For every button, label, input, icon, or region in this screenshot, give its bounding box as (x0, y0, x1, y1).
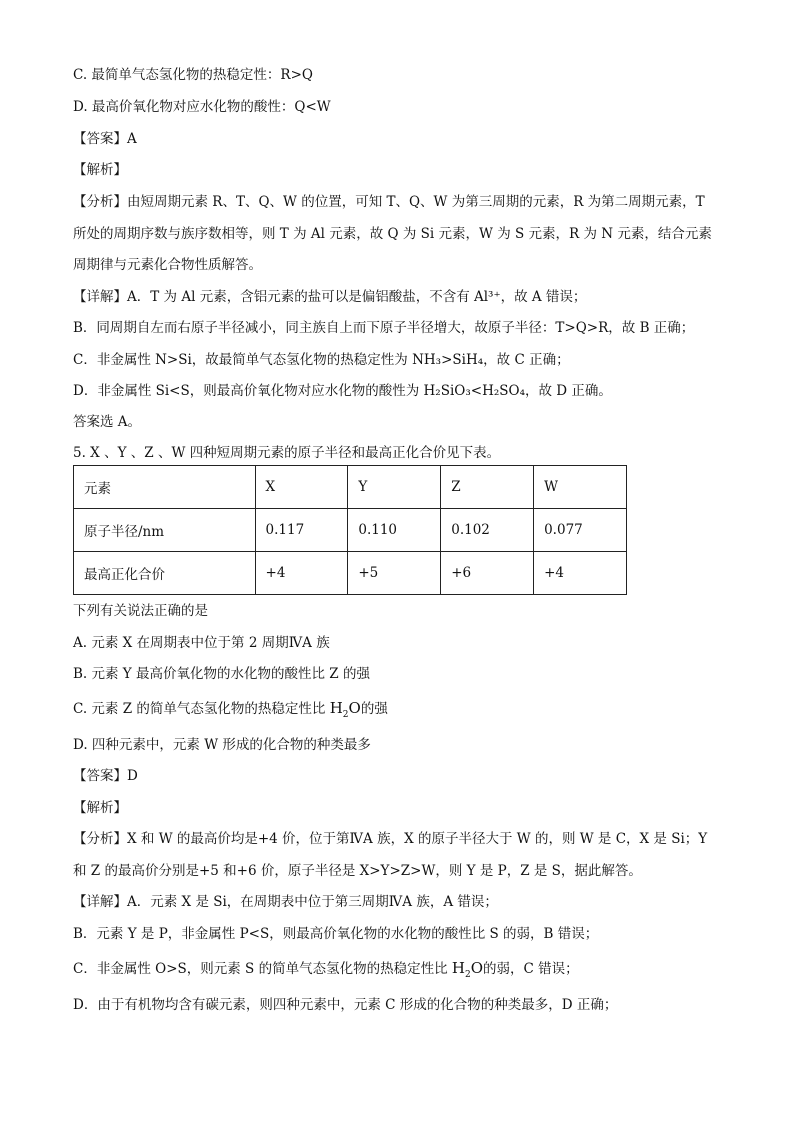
question-prompt: 下列有关说法正确的是 (73, 603, 208, 619)
table-row (74, 509, 627, 552)
analysis-line-2: 所处的周期序数与族序数相等，则 T 为 Al 元素，故 Q 为 Si 元素，W 为 S 元素，R 为 N 元素，结合元素 (73, 226, 712, 242)
detail2-line-c-tail: 的弱，C 错误； (483, 961, 579, 977)
table-header-row (74, 466, 627, 509)
analysis-line-3: 周期律与元素化合物性质解答。 (73, 257, 262, 273)
answer-label: 【答案】A (73, 131, 137, 147)
table-cell: +5 (348, 552, 441, 595)
choice-c (73, 699, 388, 724)
detail-line-a: 【详解】A．T 为 Al 元素，含铝元素的盐可以是偏铝酸盐，不含有 Al³⁺，故 A 错误； (73, 289, 587, 305)
detail-line-d: D．非金属性 Si<S，则最高价氧化物对应水化物的酸性为 H₂SiO₃<H₂SO₄，故 D 正确。 (73, 383, 612, 399)
formula-tail: O (470, 959, 484, 977)
table-cell: +4 (255, 552, 348, 595)
analysis2-line-2: 和 Z 的最高价分别是+5 和+6 价，原子半径是 X>Y>Z>W，则 Y 是 P，Z 是 S，据此解答。 (73, 863, 642, 879)
choice-a: A. 元素 X 在周期表中位于第 2 周期ⅣA 族 (73, 635, 330, 651)
analysis-label-2: 【解析】 (73, 800, 127, 816)
detail-line-b: B．同周期自左而右原子半径减小，同主族自上而下原子半径增大，故原子半径：T>Q>R，故 B 正确； (73, 320, 695, 336)
choice-c-tail: 的强 (360, 701, 388, 717)
table-header-cell: 元素 (74, 466, 256, 509)
table-header-cell: Y (348, 466, 441, 509)
formula-base: H (329, 699, 343, 717)
choice-b: B. 元素 Y 最高价氧化物的水化物的酸性比 Z 的强 (73, 666, 370, 682)
table-header-cell: Z (441, 466, 534, 509)
table-header-cell: W (534, 466, 627, 509)
table-header-cell: X (255, 466, 348, 509)
option-c-text: C. 最简单气态氢化物的热稳定性：R>Q (73, 67, 313, 83)
detail-line-c: C．非金属性 N>Si，故最简单气态氢化物的热稳定性为 NH₃>SiH₄，故 C 正确； (73, 352, 570, 368)
formula-base: H (451, 959, 465, 977)
choice-c-text: C. 元素 Z 的简单气态氢化物的热稳定性比 (73, 701, 330, 717)
detail2-line-c (73, 959, 579, 984)
table-row (74, 552, 627, 595)
formula-sub: 2 (342, 710, 349, 720)
analysis2-line-1: 【分析】X 和 W 的最高价均是+4 价，位于第ⅣA 族，X 的原子半径大于 W 的，则 W 是 C，X 是 Si；Y (73, 831, 708, 847)
detail2-line-a: 【详解】A．元素 X 是 Si，在周期表中位于第三周期ⅣA 族，A 错误； (73, 894, 498, 910)
detail2-line-c-text: C．非金属性 O>S，则元素 S 的简单气态氢化物的热稳定性比 (73, 961, 452, 977)
table-cell: 0.110 (348, 509, 441, 552)
table-cell: +4 (534, 552, 627, 595)
choice-d: D. 四种元素中，元素 W 形成的化合物的种类最多 (73, 737, 371, 753)
detail2-line-b: B．元素 Y 是 P，非金属性 P<S，则最高价氧化物的水化物的酸性比 S 的弱，B 错误； (73, 926, 599, 942)
formula-sub: 2 (464, 970, 471, 980)
table-cell: 0.077 (534, 509, 627, 552)
formula-tail: O (348, 699, 361, 717)
table-cell: 最高正化合价 (74, 552, 256, 595)
option-d-text: D. 最高价氧化物对应水化物的酸性：Q<W (73, 99, 331, 115)
answer-label-2: 【答案】D (73, 768, 138, 784)
element-table (73, 465, 627, 595)
answer-choice-text: 答案选 A。 (73, 414, 142, 430)
water-formula (329, 699, 361, 720)
water-formula (451, 959, 484, 980)
question-5-stem: 5. X 、Y 、Z 、W 四种短周期元素的原子半径和最高正化合价见下表。 (73, 445, 501, 461)
table-cell: 原子半径/nm (74, 509, 256, 552)
detail2-line-d: D．由于有机物均含有碳元素，则四种元素中，元素 C 形成的化合物的种类最多，D 正确； (73, 997, 618, 1013)
analysis-label: 【解析】 (73, 162, 127, 178)
table-cell: 0.117 (255, 509, 348, 552)
table-cell: 0.102 (441, 509, 534, 552)
table-cell: +6 (441, 552, 534, 595)
analysis-line-1: 【分析】由短周期元素 R、T、Q、W 的位置，可知 T、Q、W 为第三周期的元素，R 为第二周期元素，T (73, 194, 705, 210)
